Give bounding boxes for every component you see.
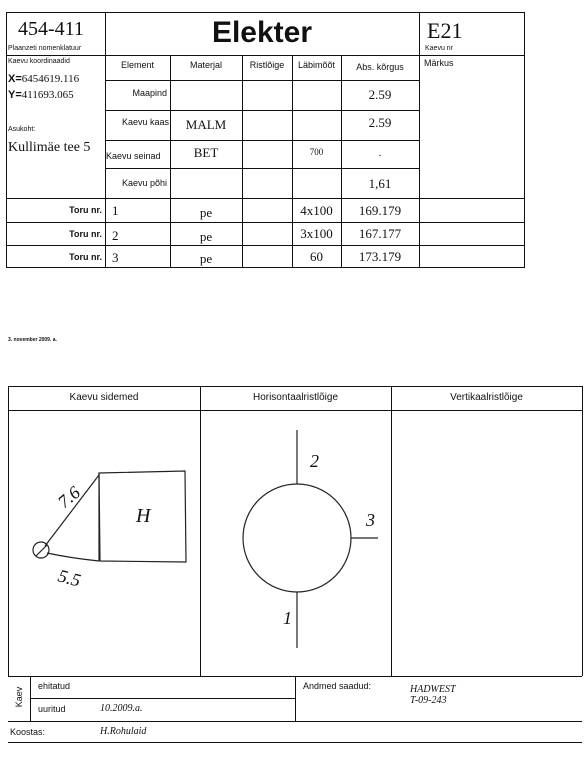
- pipe-height: 173.179: [358, 249, 402, 264]
- pipe-mark-right: 3: [366, 510, 375, 530]
- pipe-material: pe: [199, 251, 213, 266]
- x-prefix: X=: [8, 73, 22, 85]
- sheet-code: 454-411: [18, 18, 84, 40]
- author-value: H.Rohulaid: [100, 726, 147, 737]
- source-value-company: HADWEST: [410, 684, 456, 695]
- sketch-title-vertical: Vertikaalristlõige: [450, 392, 523, 403]
- pipe-number: 2: [112, 228, 119, 243]
- coords-label: Kaevu koordinaadid: [8, 58, 70, 65]
- box-label: H: [136, 505, 151, 527]
- surveyed-label: uuritud: [38, 704, 66, 714]
- divider: [8, 742, 582, 743]
- row-element-label: Kaevu põhi: [121, 178, 167, 188]
- row-height-value: 1,61: [368, 176, 392, 191]
- pipe-label: Toru nr.: [69, 229, 102, 239]
- pipe-height: 169.179: [358, 203, 402, 218]
- y-value: 411693.065: [21, 89, 74, 101]
- row-height-value: 2.59: [368, 87, 392, 102]
- header-notes: Märkus: [424, 58, 454, 68]
- pipe-diameter: 4x100: [300, 203, 333, 218]
- row-height-value: 2.59: [368, 115, 392, 130]
- pipe-height: 167.177: [358, 226, 402, 241]
- location-label: Asukoht:: [8, 126, 36, 133]
- divider: [8, 721, 582, 722]
- page-title: Elekter: [211, 16, 313, 49]
- y-prefix: Y=: [8, 89, 22, 101]
- kaev-label: Kaev: [14, 686, 24, 708]
- pipe-label: Toru nr.: [69, 252, 102, 262]
- surveyed-value: 10.2009.a.: [100, 703, 143, 714]
- sketch-title-horizontal: Horisontaalristlõige: [252, 392, 339, 403]
- well-id: E21: [427, 18, 463, 43]
- row-element-label: Kaevu kaas: [121, 117, 169, 127]
- header-material: Materjal: [189, 60, 222, 70]
- divider: [30, 676, 31, 721]
- header-abs-height: Abs. kõrgus: [356, 62, 404, 72]
- pipe-diameter: 3x100: [300, 226, 333, 241]
- pipe-material: pe: [199, 229, 213, 244]
- well-caption: Kaevu nr: [425, 45, 454, 52]
- distance-label-bottom: 5.5: [55, 565, 83, 591]
- date-note: 3. november 2009. a.: [8, 337, 57, 343]
- source-value-code: T-09-243: [410, 695, 447, 706]
- header-diameter: Läbimõõt: [297, 60, 336, 70]
- row-material-value: BET: [193, 145, 219, 160]
- row-element-label: Maapind: [132, 88, 167, 98]
- pipe-diameter: 60: [310, 249, 323, 264]
- header-cross-section: Ristlõige: [249, 60, 285, 70]
- author-label: Koostas:: [10, 727, 46, 737]
- location-value: Kullimäe tee 5: [8, 140, 91, 155]
- sketch-title-connections: Kaevu sidemed: [69, 392, 139, 403]
- header-element: Element: [120, 60, 155, 70]
- built-label: ehitatud: [38, 681, 71, 691]
- divider: [295, 676, 296, 721]
- sheet-code-caption: Plaanzeti nomenklatuur: [8, 45, 82, 52]
- pipe-label: Toru nr.: [69, 205, 102, 215]
- pipe-mark-top: 2: [310, 451, 319, 471]
- pipe-number: 3: [112, 250, 119, 265]
- x-value: 6454619.116: [21, 73, 80, 85]
- pipe-material: pe: [199, 205, 213, 220]
- pipe-number: 1: [112, 203, 119, 218]
- pipe-mark-bottom: 1: [283, 608, 292, 628]
- distance-label-top: 7.6: [53, 482, 84, 513]
- divider: [30, 698, 295, 699]
- row-material-value: MALM: [185, 117, 227, 132]
- row-element-label: Kaevu seinad: [106, 151, 161, 161]
- source-label: Andmed saadud:: [303, 681, 372, 691]
- row-diameter-value: 700: [309, 147, 324, 157]
- row-height-value: .: [378, 147, 382, 159]
